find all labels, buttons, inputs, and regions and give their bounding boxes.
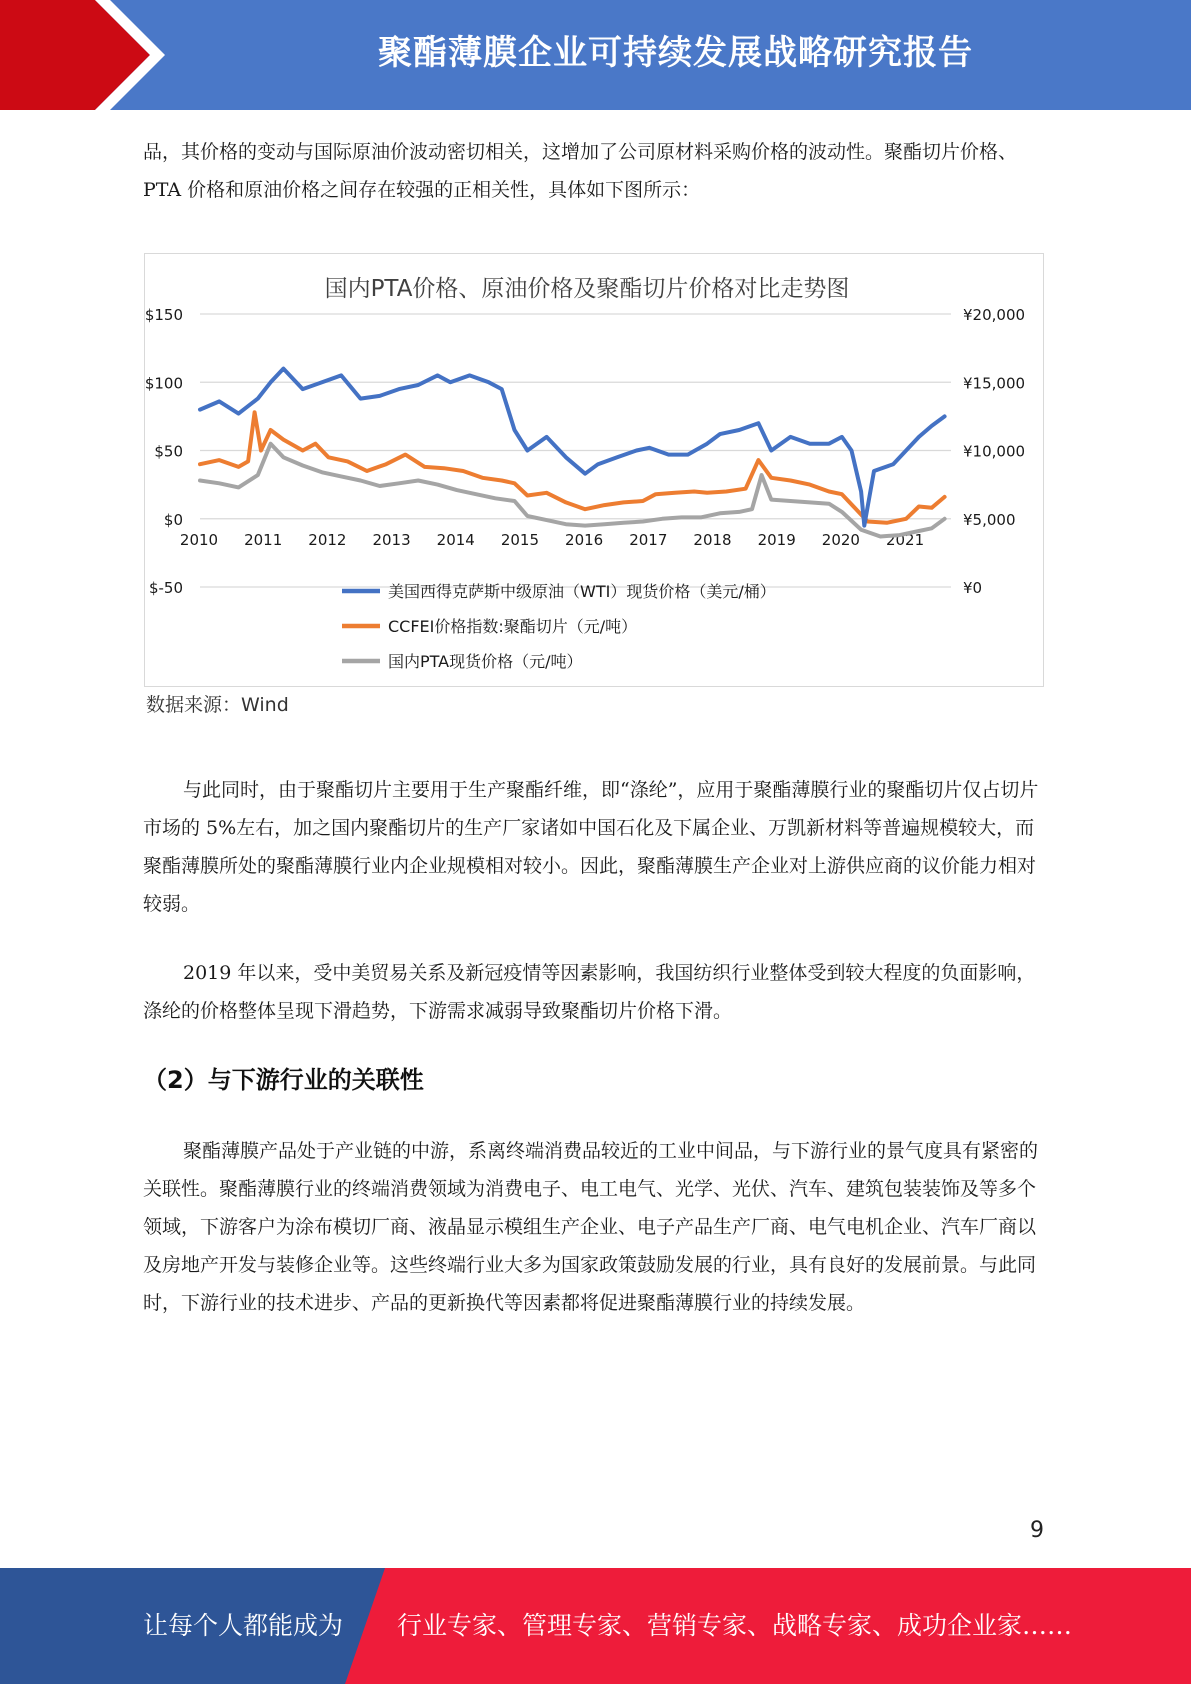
- paragraph-1: 品，其价格的变动与国际原油价波动密切相关，这增加了公司原材料采购价格的波动性。聚酯切片价格、PTA 价格和原油价格之间存在较强的正相关性，具体如下图所示：: [143, 141, 1018, 201]
- y-left-tick-label: $100: [145, 374, 183, 393]
- x-tick-label: 2011: [244, 530, 283, 549]
- x-tick-label: 2016: [565, 530, 604, 549]
- y-right-tick-label: ¥20,000: [963, 306, 1026, 324]
- chart-series: [200, 369, 945, 537]
- section-heading: （2）与下游行业的关联性: [143, 1066, 424, 1094]
- x-tick-label: 2021: [885, 530, 925, 549]
- legend-label: 国内PTA现货价格（元/吨）: [388, 652, 583, 671]
- y-left-tick-label: $50: [154, 442, 183, 461]
- x-tick-label: 2017: [629, 530, 668, 549]
- page-number: 9: [1030, 1518, 1044, 1543]
- left-axis-ticks: [145, 306, 183, 597]
- price-trend-chart: [144, 253, 1044, 687]
- header-title: 聚酯薄膜企业可持续发展战略研究报告: [378, 33, 973, 73]
- y-right-tick-label: ¥5,000: [963, 510, 1016, 529]
- x-axis-ticks: [180, 531, 924, 549]
- page-header: [0, 0, 1191, 110]
- paragraph-2: 与此同时，由于聚酯切片主要用于生产聚酯纤维，即“涤纶”，应用于聚酯薄膜行业的聚酯切片仅占切片市场的 5%左右，加之国内聚酯切片的生产厂家诸如中国石化及下属企业、万凯新材料等普遍规模较大，而聚酯薄膜所处的聚酯薄膜行业内企业规模相对较小。因此，聚酯薄膜生产企业对上游供应商的议价能力相对较弱。: [143, 779, 1039, 915]
- y-right-tick-label: ¥15,000: [963, 374, 1026, 393]
- paragraph-4: 聚酯薄膜产品处于产业链的中游，系离终端消费品较近的工业中间品，与下游行业的景气度具有紧密的关联性。聚酯薄膜行业的终端消费领域为消费电子、电工电气、光学、光伏、汽车、建筑包装装饰及等多个领域，下游客户为涂布模切厂商、液晶显示模组生产企业、电子产品生产厂商、电气电机企业、汽车厂商以及房地产开发与装修企业等。这些终端行业大多为国家政策鼓励发展的行业，具有良好的发展前景。与此同时，下游行业的技术进步、产品的更新换代等因素都将促进聚酯薄膜行业的持续发展。: [143, 1140, 1039, 1314]
- series-line-3: [200, 444, 945, 537]
- chart-svg: [145, 254, 1043, 686]
- y-right-tick-label: ¥10,000: [963, 442, 1026, 461]
- legend-label: 美国西得克萨斯中级原油（WTI）现货价格（美元/桶）: [388, 582, 776, 601]
- footer-slogan-right: 行业专家、管理专家、营销专家、战略专家、成功企业家……: [397, 1611, 1073, 1640]
- chart-legend: [342, 582, 776, 671]
- x-tick-label: 2015: [500, 530, 540, 549]
- y-right-tick-label: ¥0: [963, 579, 983, 597]
- chart-source-note: 数据来源：Wind: [146, 694, 289, 716]
- footer-slogan-left: 让每个人都能成为: [143, 1611, 344, 1640]
- legend-label: CCFEI价格指数:聚酯切片（元/吨）: [388, 617, 638, 636]
- header-red-chevron: [0, 0, 150, 110]
- x-tick-label: 2018: [693, 530, 732, 549]
- chart-title: 国内PTA价格、原油价格及聚酯切片价格对比走势图: [324, 276, 850, 302]
- right-axis-ticks: [963, 306, 1025, 597]
- paragraph-3: 2019 年以来，受中美贸易关系及新冠疫情等因素影响，我国纺织行业整体受到较大程度的负面影响，涤纶的价格整体呈现下滑趋势，下游需求减弱导致聚酯切片价格下滑。: [143, 962, 1036, 1022]
- x-tick-label: 2014: [436, 530, 475, 549]
- x-tick-label: 2012: [308, 530, 347, 549]
- y-left-tick-label: $150: [145, 306, 183, 324]
- x-tick-label: 2013: [372, 530, 411, 549]
- x-tick-label: 2010: [179, 530, 219, 549]
- y-left-tick-label: $-50: [148, 579, 183, 597]
- x-tick-label: 2019: [757, 530, 796, 549]
- y-left-tick-label: $0: [163, 510, 183, 529]
- page-footer: [0, 1568, 1191, 1684]
- x-tick-label: 2020: [821, 530, 860, 549]
